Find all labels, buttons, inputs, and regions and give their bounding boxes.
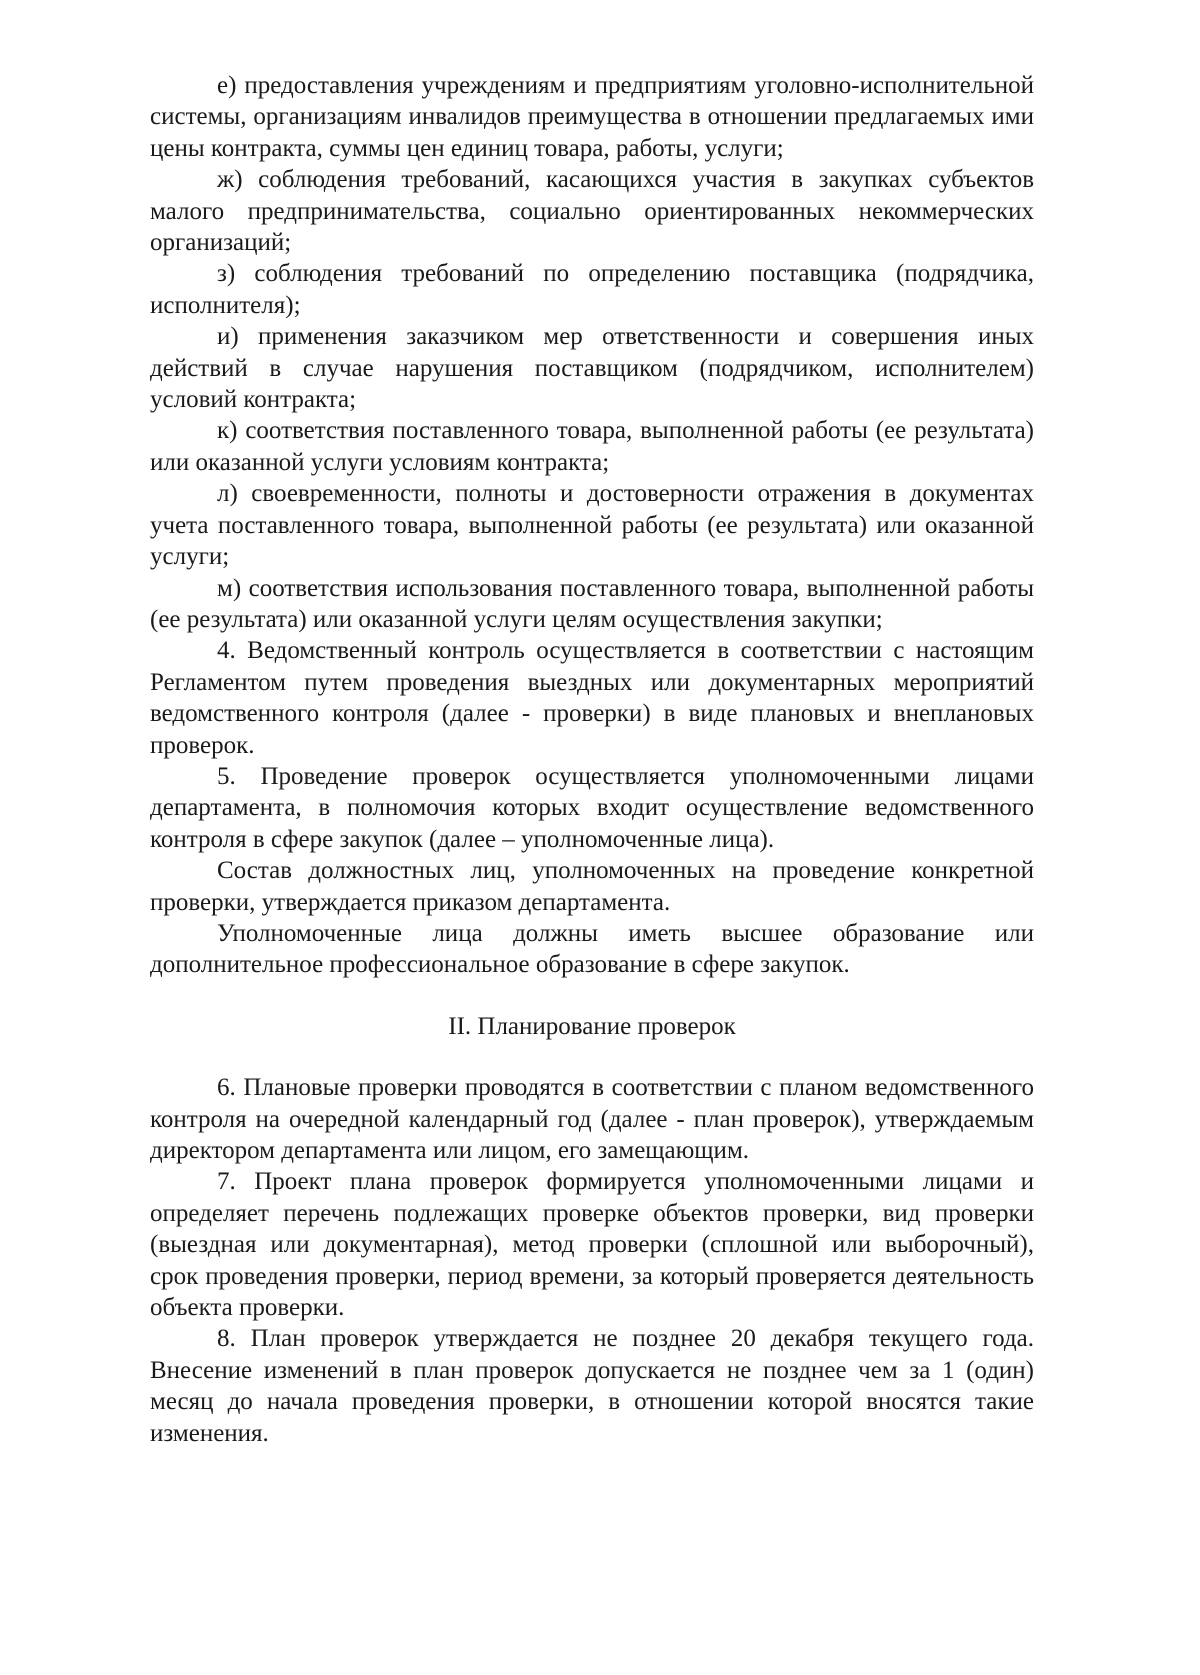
section-heading: II. Планирование проверок — [448, 1012, 736, 1040]
paragraph-7: 7. Проект плана проверок формируется уполномоченными лицами и определяет перечень подлежащих проверке объектов проверки, вид проверки (выездная или документарная), метод проверки (сплошной или выборочный), срок проведения проверки, период времени, за который проверяется деятельность объекта проверки. — [150, 1168, 1034, 1322]
paragraph-e: е) предоставления учреждениям и предприятиям уголовно-исполнительной системы, организациям инвалидов преимущества в отношении предлагаемых ими цены контракта, суммы цен единиц товара, работы, услуги; — [150, 72, 1034, 162]
paragraph-l: л) своевременности, полноты и достоверности отражения в документах учета поставленного товара, выполненной работы (ее результата) или оказанной услуги; — [150, 480, 1034, 571]
paragraph-m: м) соответствия использования поставленного товара, выполненной работы (ее результата) или оказанной услуги целям осуществления закупки; — [150, 574, 1034, 633]
paragraph-k: к) соответствия поставленного товара, выполненной работы (ее результата) или оказанной услуги условиям контракта; — [150, 417, 1034, 476]
paragraph-4: 4. Ведомственный контроль осуществляется в соответствии с настоящим Регламентом путем проведения выездных или документарных мероприятий ведомственного контроля (далее - проверки) в виде плановых и внеплановых проверок. — [150, 637, 1034, 759]
document-page — [150, 70, 1034, 1449]
paragraph-education-requirement: Уполномоченные лица должны иметь высшее образование или дополнительное профессиональное образование в сфере закупок. — [150, 919, 1034, 979]
paragraph-6: 6. Плановые проверки проводятся в соответствии с планом ведомственного контроля на очередной календарный год (далее - план проверок), утверждаемым директором департамента или лицом, его замещающим. — [150, 1074, 1034, 1164]
paragraph-zh: ж) соблюдения требований, касающихся участия в закупках субъектов малого предпринимательства, социально ориентированных некоммерческих организаций; — [150, 166, 1034, 257]
paragraph-i: и) применения заказчиком мер ответственности и совершения иных действий в случае нарушения поставщиком (подрядчиком, исполнителем) условий контракта; — [150, 323, 1034, 414]
paragraph-5: 5. Проведение проверок осуществляется уполномоченными лицами департамента, в полномочия которых входит осуществление ведомственного контроля в сфере закупок (далее – уполномоченные лица). — [150, 762, 1034, 853]
paragraph-staff-composition: Состав должностных лиц, уполномоченных на проведение конкретной проверки, утверждается приказом департамента. — [150, 857, 1034, 916]
paragraph-z: з) соблюдения требований по определению поставщика (подрядчика, исполнителя); — [150, 260, 1034, 319]
paragraph-8: 8. План проверок утверждается не позднее 20 декабря текущего года. Внесение изменений в план проверок допускается не позднее чем за 1 (один) месяц до начала проведения проверки, в отношении которой вносятся такие изменения. — [150, 1325, 1034, 1447]
